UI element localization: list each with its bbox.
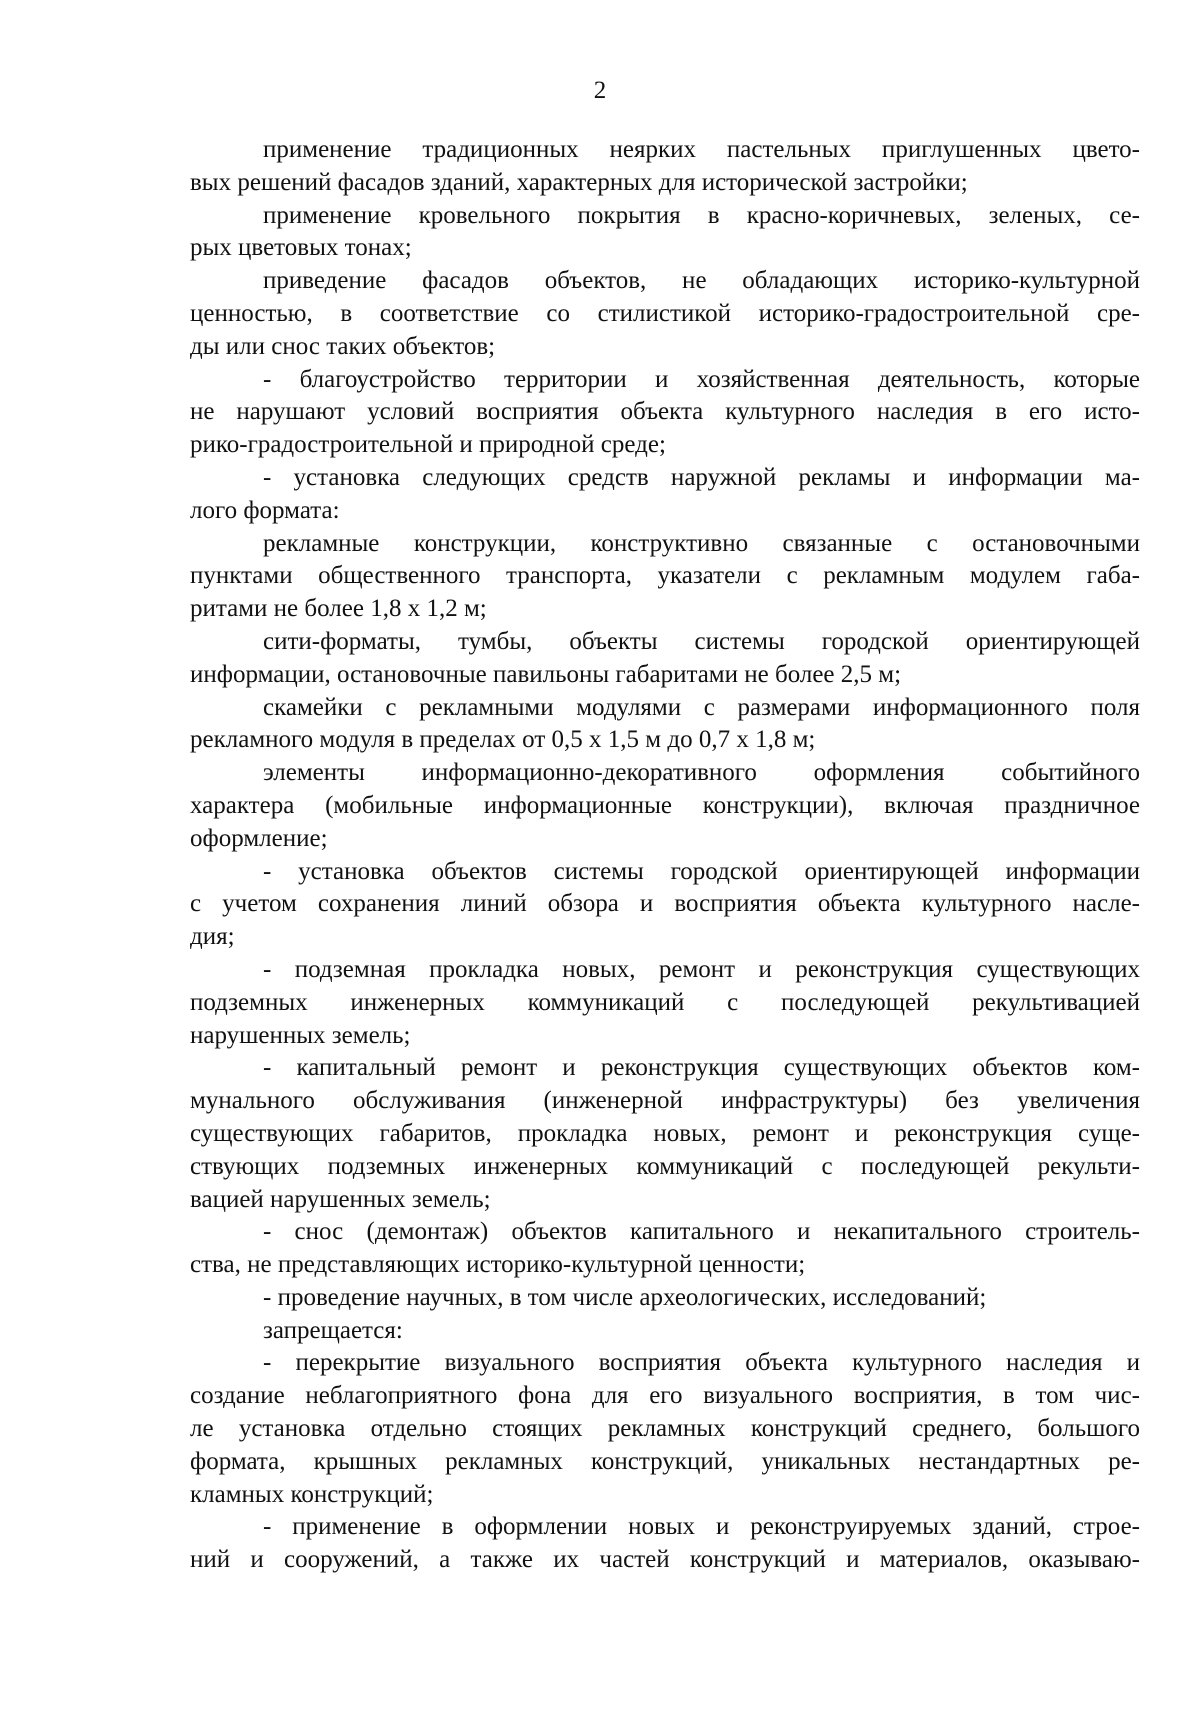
paragraph [190, 462, 1140, 528]
paragraph-line: - установка объектов системы городской ориентирующей информации [263, 857, 1140, 885]
paragraph [190, 364, 1140, 462]
paragraph-line: - применение в оформлении новых и реконструируемых зданий, строе- [263, 1513, 1140, 1541]
paragraph-line: пунктами общественного транспорта, указатели с рекламным модулем габа- [190, 562, 1140, 590]
paragraph [190, 1282, 1140, 1315]
paragraph-line: ний и сооружений, а также их частей конструкций и материалов, оказываю- [190, 1546, 1140, 1574]
paragraph-line: лого формата: [190, 496, 340, 524]
paragraph [190, 692, 1140, 758]
paragraph-line: подземных инженерных коммуникаций с последующей рекультивацией [190, 988, 1140, 1016]
paragraph-line: не нарушают условий восприятия объекта культурного наследия в его исто- [190, 398, 1140, 426]
paragraph [190, 1315, 1140, 1348]
paragraph-line: рых цветовых тонах; [190, 234, 412, 262]
page-number: 2 [593, 77, 607, 104]
paragraph-line: ды или снос таких объектов; [190, 332, 496, 360]
paragraph-line: - подземная прокладка новых, ремонт и реконструкция существующих [263, 955, 1140, 983]
paragraph-line: скамейки с рекламными модулями с размерами информационного поля [263, 693, 1140, 721]
paragraph [190, 1052, 1140, 1216]
paragraph-line: информации, остановочные павильоны габаритами не более 2,5 м; [190, 660, 902, 688]
paragraph-line: дия; [190, 923, 235, 951]
paragraph-line: - установка следующих средств наружной рекламы и информации ма- [263, 463, 1140, 491]
paragraph-line: кламных конструкций; [190, 1480, 434, 1508]
paragraph-line: существующих габаритов, прокладка новых, ремонт и реконструкция суще- [190, 1119, 1140, 1147]
paragraph [190, 757, 1140, 855]
paragraph [190, 265, 1140, 363]
paragraph-line: приведение фасадов объектов, не обладающих историко-культурной [263, 267, 1140, 295]
paragraph [190, 1511, 1140, 1577]
paragraph-line: - снос (демонтаж) объектов капитального и некапитального строитель- [263, 1218, 1140, 1246]
paragraph-line: применение традиционных неярких пастельных приглушенных цвето- [263, 136, 1140, 163]
paragraph [190, 528, 1140, 626]
paragraph [190, 1216, 1140, 1282]
paragraph-line: ле установка отдельно стоящих рекламных конструкций среднего, большого [190, 1415, 1140, 1443]
paragraph-line: ценностью, в соответствие со стилистикой историко-градостроительной сре- [190, 299, 1140, 327]
paragraph-line: создание неблагоприятного фона для его визуального восприятия, в том чис- [190, 1382, 1140, 1410]
paragraph-line: с учетом сохранения линий обзора и восприятия объекта культурного насле- [190, 890, 1140, 918]
paragraph-line: - перекрытие визуального восприятия объекта культурного наследия и [263, 1349, 1140, 1377]
paragraph-line: рекламного модуля в пределах от 0,5 х 1,5 м до 0,7 х 1,8 м; [190, 726, 816, 754]
paragraph-line: оформление; [190, 824, 328, 852]
paragraph-line: ства, не представляющих историко-культурной ценности; [190, 1251, 806, 1279]
paragraph-line: - благоустройство территории и хозяйственная деятельность, которые [263, 365, 1140, 393]
paragraph-line: вацией нарушенных земель; [190, 1185, 491, 1213]
paragraph [190, 954, 1140, 1052]
paragraph-line: мунального обслуживания (инженерной инфраструктуры) без увеличения [190, 1087, 1140, 1115]
document-body [190, 134, 1140, 1577]
paragraph [190, 134, 1140, 200]
paragraph-line: - проведение научных, в том числе археологических, исследований; [263, 1283, 987, 1311]
paragraph-line: рико-градостроительной и природной среде; [190, 431, 666, 459]
paragraph-line: сити-форматы, тумбы, объекты системы городской ориентирующей [263, 627, 1140, 655]
paragraph-line: - капитальный ремонт и реконструкция существующих объектов ком- [263, 1054, 1140, 1082]
paragraph-line: вых решений фасадов зданий, характерных для исторической застройки; [190, 168, 968, 196]
paragraph-line: элементы информационно-декоративного оформления событийного [263, 759, 1140, 787]
paragraph-line: применение кровельного покрытия в красно-коричневых, зеленых, се- [263, 201, 1140, 229]
paragraph [190, 626, 1140, 692]
paragraph-line: запрещается: [263, 1316, 403, 1344]
paragraph-line: характера (мобильные информационные конструкции), включая праздничное [190, 791, 1140, 819]
paragraph-line: нарушенных земель; [190, 1021, 411, 1049]
paragraph [190, 856, 1140, 954]
paragraph [190, 200, 1140, 266]
paragraph-line: формата, крышных рекламных конструкций, уникальных нестандартных ре- [190, 1447, 1140, 1475]
paragraph-line: рекламные конструкции, конструктивно связанные с остановочными [263, 529, 1140, 557]
paragraph [190, 1347, 1140, 1511]
paragraph-line: ствующих подземных инженерных коммуникаций с последующей рекульти- [190, 1152, 1140, 1180]
paragraph-line: ритами не более 1,8 х 1,2 м; [190, 595, 487, 623]
